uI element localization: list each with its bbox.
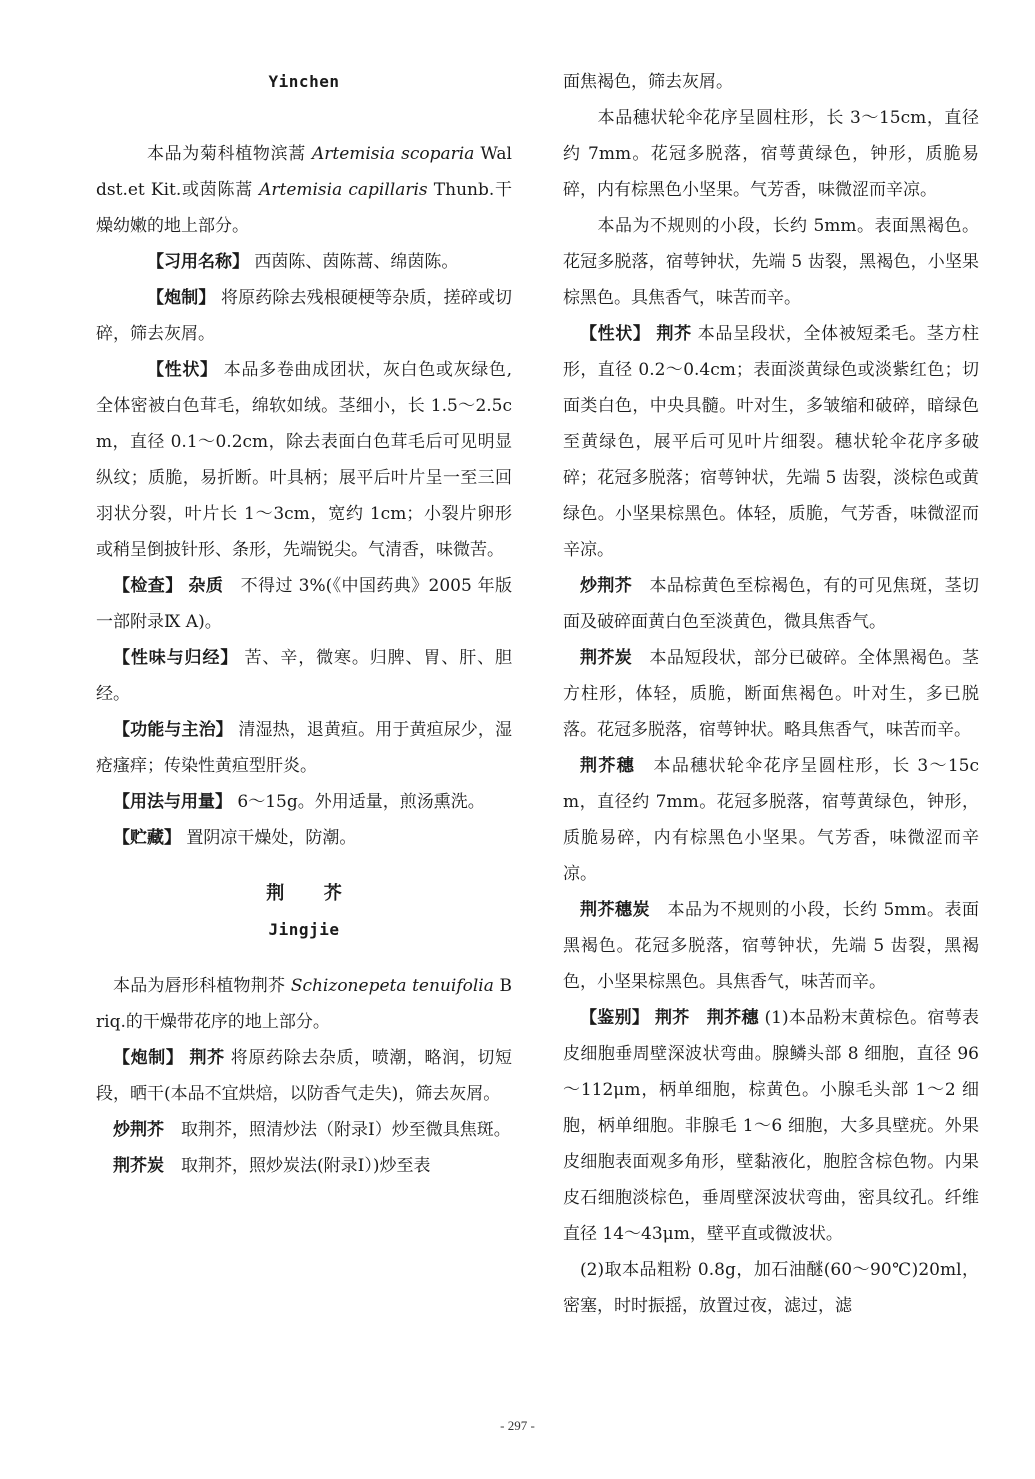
entry-title-latin: Yinchen — [268, 72, 340, 91]
stir-fried-paragraph: 炒荆芥 取荆芥，照清炒法（附录Ⅰ）炒至微具焦斑。 — [113, 1120, 511, 1140]
source-paragraph: 本品为菊科植物滨蒿 Artemisia scoparia Waldst.et Kit.或茵陈蒿 Artemisia capillaris Thunb.干燥幼嫩的地上部分。 — [96, 144, 513, 236]
charred-paragraph: 荆芥炭 取荆芥，照炒炭法(附录Ⅰ）)炒至表 — [113, 1156, 431, 1176]
stir-fried-description-paragraph: 炒荆芥 本品棕黄色至棕褐色，有的可见焦斑，茎切面及破碎面黄白色至淡黄色，微具焦香气。 — [563, 576, 980, 632]
processing-paragraph: 【炮制】 荆芥 将原药除去杂质，喷潮，略润，切短段，晒干(本品不宜烘焙，以防香气走失)，筛去灰屑。 — [96, 1048, 513, 1104]
continuation-text: 面焦褐色，筛去灰屑。 — [563, 72, 733, 92]
spike-charred-description-paragraph: 荆芥穗炭 本品为不规则的小段，长约 5mm。表面黑褐色。花冠多脱落，宿萼钟状，先端 5 齿裂，黑褐色，小坚果棕黑色。具焦香气，味苦而辛。 — [563, 900, 980, 992]
description-paragraph: 【性状】 荆芥 本品呈段状，全体被短柔毛。茎方柱形，直径 0.2～0.4cm；表面淡黄绿色或淡紫红色；切面类白色，中央具髓。叶对生，多皱缩和破碎，暗绿色至黄绿色，展平后可见叶片细裂。穗状轮伞花序多破碎；花冠多脱落；宿萼钟状，先端 5 齿裂，淡棕色或黄绿色。小坚果棕黑色。体轻，质脆，气芳香，味微涩而辛凉。 — [563, 324, 980, 560]
inspection-paragraph: 【检查】 杂质 不得过 3%(《中国药典》2005 年版一部附录Ⅸ A)。 — [96, 576, 513, 632]
identification-paragraph: 【鉴别】 荆芥 荆芥穗 (1)本品粉末黄棕色。宿萼表皮细胞垂周壁深波状弯曲。腺鳞头部 8 细胞，直径 96～112μm，柄单细胞，棕黄色。小腺毛头部 1～2 细胞，柄单细胞。非腺毛 1～6 细胞，大多具壁疣。外果皮细胞表面观多角形，壁黏液化，胞腔含棕色物。内果皮石细胞淡棕色，垂周壁深波状弯曲，密具纹孔。纤维直径 14～43μm，壁平直或微波状。 — [563, 1008, 980, 1244]
right-column — [563, 64, 979, 1324]
identification-paragraph-2: (2)取本品粗粉 0.8g，加石油醚(60～90℃)20ml，密塞，时时振摇，放置过夜，滤过，滤 — [563, 1260, 979, 1316]
function-paragraph: 【功能与主治】 清湿热，退黄疸。用于黄疸尿少，湿疮瘙痒；传染性黄疸型肝炎。 — [96, 720, 513, 776]
entry-title-chinese: 荆芥 — [266, 883, 382, 904]
usage-paragraph: 【用法与用量】 6～15g。外用适量，煎汤熏洗。 — [113, 792, 485, 812]
spike-processing-paragraph: 本品穗状轮伞花序呈圆柱形，长 3～15cm，直径约 7mm。花冠多脱落，宿萼黄绿色，钟形，质脆易碎，内有棕黑色小坚果。气芳香，味微涩而辛凉。 — [563, 108, 980, 200]
alias-paragraph: 【习用名称】 西茵陈、茵陈蒿、绵茵陈。 — [147, 252, 459, 272]
description-paragraph: 【性状】 本品多卷曲成团状，灰白色或灰绿色,全体密被白色茸毛，绵软如绒。茎细小，长 1.5～2.5cm，直径 0.1～0.2cm，除去表面白色茸毛后可见明显纵纹；质脆，易折断。叶具柄；展平后叶片呈一至三回羽状分裂，叶片长 1～3cm，宽约 1cm；小裂片卵形或稍呈倒披针形、条形，先端锐尖。气清香，味微苦。 — [96, 360, 513, 560]
spike-charred-processing-paragraph: 本品为不规则的小段，长约 5mm。表面黑褐色。花冠多脱落，宿萼钟状，先端 5 齿裂，黑褐色，小坚果棕黑色。具焦香气，味苦而辛。 — [563, 216, 980, 308]
page-number: - 297 - — [500, 1418, 535, 1433]
spike-description-paragraph: 荆芥穗 本品穗状轮伞花序呈圆柱形，长 3～15cm，直径约 7mm。花冠多脱落，宿萼黄绿色，钟形，质脆易碎，内有棕黑色小坚果。气芳香，味微涩而辛凉。 — [563, 756, 980, 884]
source-paragraph: 本品为唇形科植物荆芥 Schizonepeta tenuifolia Briq.的干燥带花序的地上部分。 — [96, 976, 512, 1032]
storage-paragraph: 【贮藏】 置阴凉干燥处，防潮。 — [113, 828, 357, 848]
processing-paragraph: 【炮制】 将原药除去残根硬梗等杂质，搓碎或切碎，筛去灰屑。 — [96, 288, 513, 344]
entry-title-latin: Jingjie — [268, 920, 340, 939]
left-column — [96, 64, 512, 1184]
taste-meridian-paragraph: 【性味与归经】 苦、辛，微寒。归脾、胃、肝、胆经。 — [96, 648, 512, 704]
charred-description-paragraph: 荆芥炭 本品短段状，部分已破碎。全体黑褐色。茎方柱形，体轻，质脆，断面焦褐色。叶对生，多已脱落。花冠多脱落，宿萼钟状。略具焦香气，味苦而辛。 — [563, 648, 980, 740]
